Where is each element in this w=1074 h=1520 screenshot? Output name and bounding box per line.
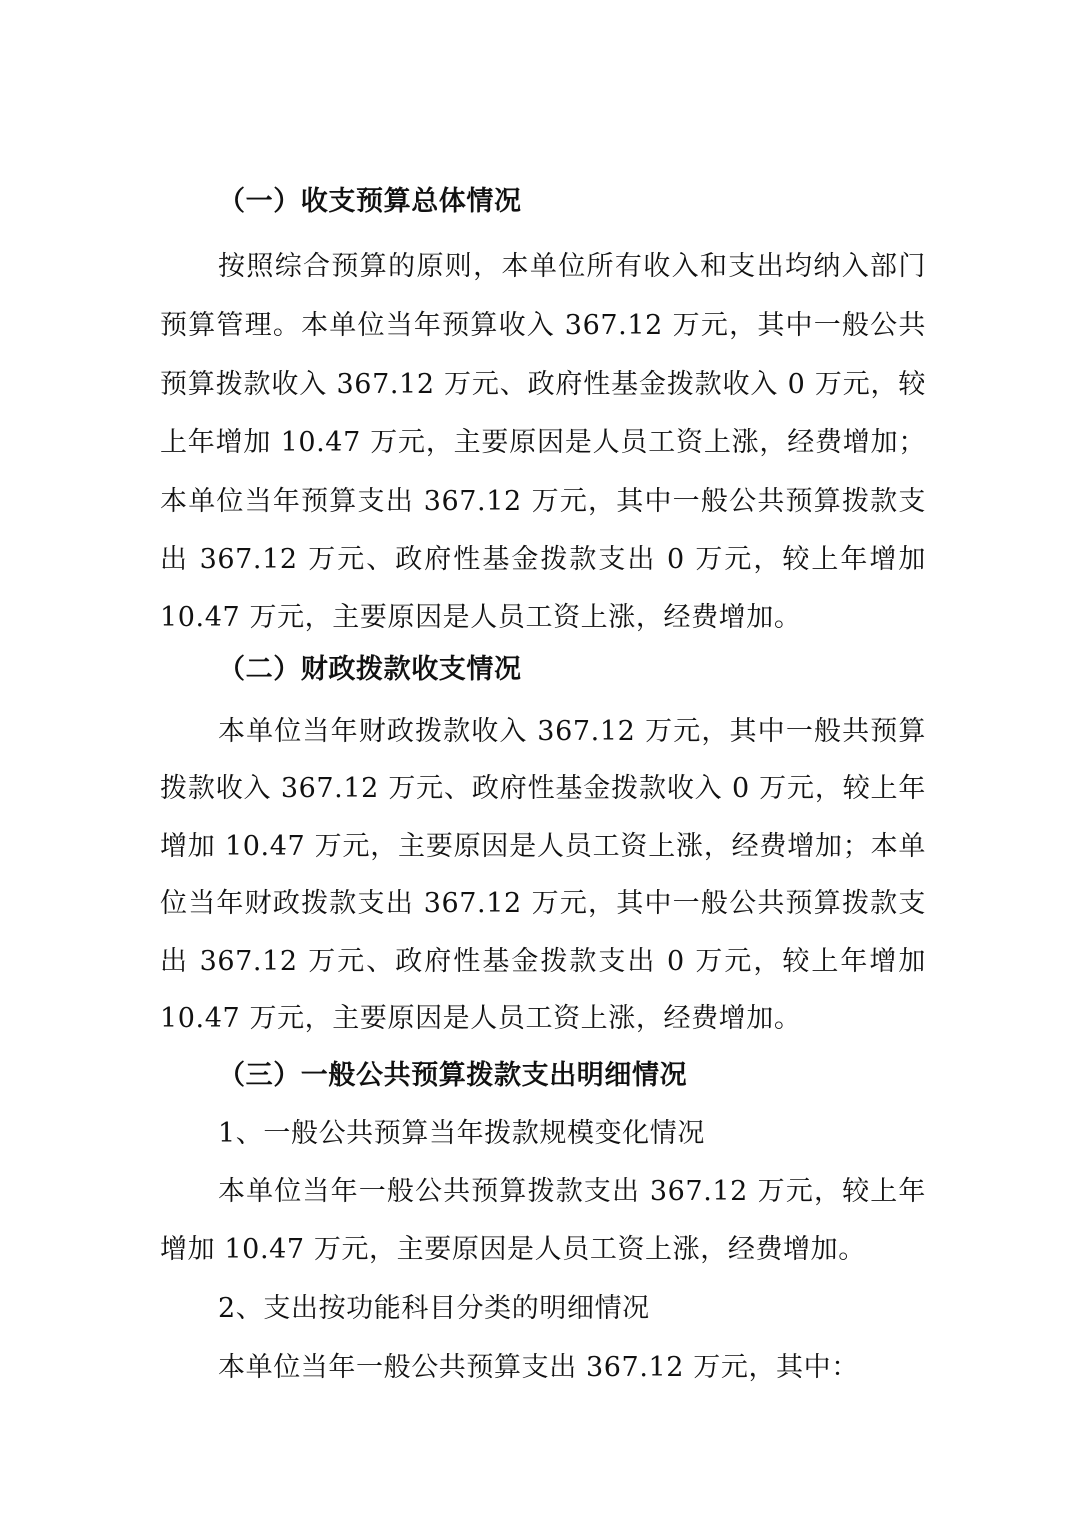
paragraph-line: 拨款收入 367.12 万元、政府性基金拨款收入 0 万元，较上年 [160,773,926,804]
paragraph-line: 位当年财政拨款支出 367.12 万元，其中一般公共预算拨款支 [160,888,926,919]
paragraph-line: 预算管理。本单位当年预算收入 367.12 万元，其中一般公共 [160,310,926,341]
paragraph-line: 增加 10.47 万元，主要原因是人员工资上涨，经费增加。 [160,1234,866,1265]
paragraph-line: 增加 10.47 万元，主要原因是人员工资上涨，经费增加；本单 [160,831,926,862]
paragraph-line: 出 367.12 万元、政府性基金拨款支出 0 万元，较上年增加 [160,946,926,977]
section-heading-3: （三）一般公共预算拨款支出明细情况 [218,1060,688,1091]
paragraph-line: 按照综合预算的原则，本单位所有收入和支出均纳入部门 [218,251,926,282]
subheading-2: 2、支出按功能科目分类的明细情况 [218,1293,650,1324]
paragraph-line: 预算拨款收入 367.12 万元、政府性基金拨款收入 0 万元，较 [160,369,926,400]
paragraph-line: 本单位当年一般公共预算拨款支出 367.12 万元，较上年 [218,1176,926,1207]
subheading-1: 1、一般公共预算当年拨款规模变化情况 [218,1118,705,1149]
paragraph-line: 本单位当年财政拨款收入 367.12 万元，其中一般共预算 [218,716,926,747]
paragraph-line: 上年增加 10.47 万元，主要原因是人员工资上涨，经费增加； [160,427,926,458]
section-heading-1: （一）收支预算总体情况 [218,186,522,217]
paragraph-line: 本单位当年一般公共预算支出 367.12 万元，其中： [218,1352,859,1383]
paragraph-line: 10.47 万元，主要原因是人员工资上涨，经费增加。 [160,602,802,633]
section-heading-2: （二）财政拨款收支情况 [218,654,522,685]
paragraph-line: 本单位当年预算支出 367.12 万元，其中一般公共预算拨款支 [160,486,926,517]
paragraph-line: 10.47 万元，主要原因是人员工资上涨，经费增加。 [160,1003,802,1034]
paragraph-line: 出 367.12 万元、政府性基金拨款支出 0 万元，较上年增加 [160,544,926,575]
